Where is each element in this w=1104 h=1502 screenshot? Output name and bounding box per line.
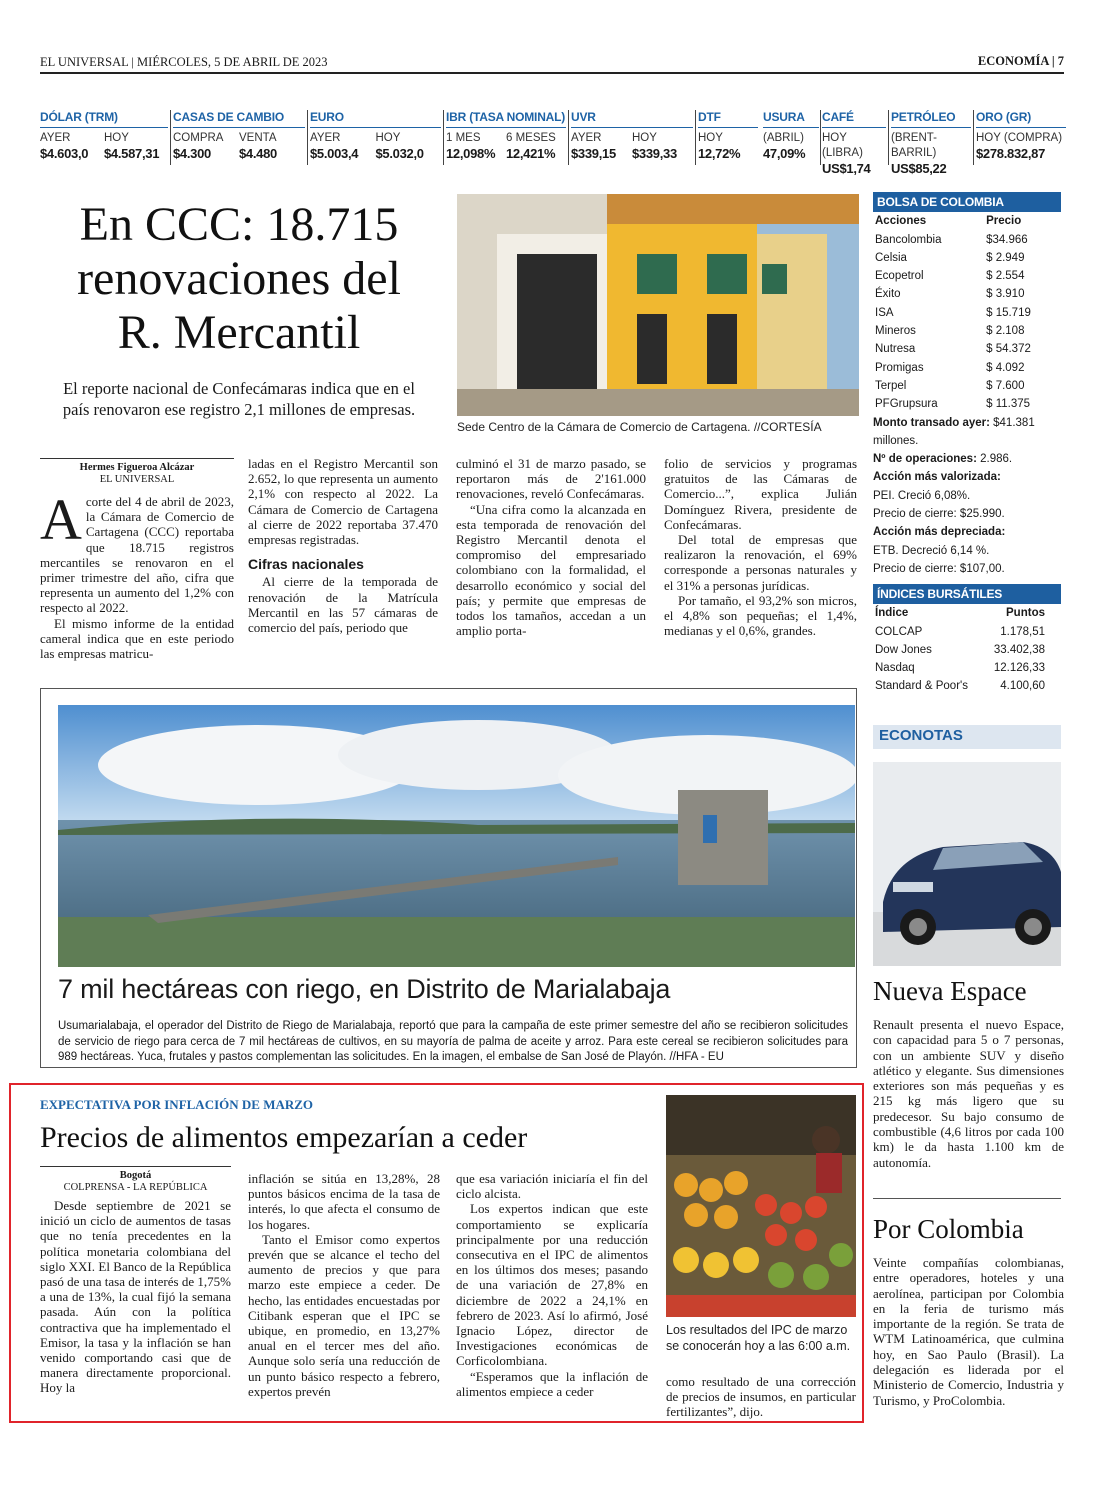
bolsa-title: BOLSA DE COLOMBIA <box>873 192 1061 212</box>
table-row <box>873 249 1061 267</box>
row-value: $ 3.910 <box>986 288 1025 301</box>
indicator-title: DÓLAR (TRM) <box>40 110 168 128</box>
row-name: Dow Jones <box>875 643 932 656</box>
indicator-title: PETRÓLEO <box>891 110 971 128</box>
row-value: 1.178,51 <box>1000 625 1045 638</box>
lead-paragraph: ladas en el Registro Mercantil son 2.652, lo que representa un aumento 2,1% con respecto al 2022. La Cámara de Comercio de Cartagena al cierre de 2022 reportaba 37.470 empresas registradas. <box>248 456 438 548</box>
table-row <box>873 659 1061 677</box>
precios-paragraph: Tanto el Emisor como expertos prevén que se alcance el techo del aumento de precios y que para marzo este empiece a ceder. De hecho, las entidades encuestadas por Citibank esperan que el IPC se ubique, en promedio, en 13,27% anual en el tercer mes del año. Aunque solo sería una reducción de un punto básico respecto a febrero, expertos prevén <box>248 1231 440 1399</box>
indicator-divider <box>307 110 308 165</box>
indicator-value: $4.587,31 <box>104 146 160 161</box>
chamber-photo-caption: Sede Centro de la Cámara de Comercio de Cartagena. //CORTESÍA <box>457 420 822 434</box>
row-value: $34.966 <box>986 233 1028 246</box>
indicator-label: AYER <box>571 132 602 144</box>
valorizada-value: PEI. Creció 6,08%. <box>873 489 971 502</box>
indicator-8 <box>891 110 971 176</box>
lead-paragraph: Al cierre de la temporada de renovación de la Matrícula Mercantil en las 57 cámaras de comercio del país, periodo que <box>248 574 438 636</box>
indicator-value: US$85,22 <box>891 161 947 176</box>
indicator-label: 6 MESES <box>506 132 556 144</box>
row-name: Standard & Poor's <box>875 680 968 693</box>
row-value: 33.402,38 <box>993 643 1045 656</box>
indicator-value: $4.603,0 <box>40 146 89 161</box>
row-name: Terpel <box>875 379 907 392</box>
row-value: $ 2.108 <box>986 325 1025 338</box>
indicator-label: HOY (COMPRA) <box>976 132 1063 144</box>
bolsa-header-stock: Acciones <box>875 215 927 228</box>
indicator-value: 12,421% <box>506 146 556 161</box>
indicator-value: $5.032,0 <box>375 146 424 161</box>
precios-dateline: Bogotá <box>119 1170 152 1181</box>
indicator-divider <box>695 110 696 165</box>
indicator-title: UVR <box>571 110 693 128</box>
lead-column-4 <box>664 456 857 638</box>
espace-title: Nueva Espace <box>873 976 1027 1006</box>
market-photo-caption: Los resultados del IPC de marzo se conocerán hoy a las 6:00 a.m. <box>666 1323 851 1353</box>
bolsa-panel <box>873 192 1061 578</box>
precios-paragraph: que esa variación iniciaría el fin del ciclo alcista. <box>456 1171 648 1202</box>
row-value: $ 54.372 <box>986 343 1031 356</box>
indicator-title: IBR (TASA NOMINAL) <box>446 110 566 128</box>
depreciada-label: Acción más depreciada: <box>873 526 1006 539</box>
precios-paragraph: Desde septiembre de 2021 se inició un ciclo de aumentos de tasas que no tenía precedentes en la política monetaria colombiana del siglo XXI. El Banco de la República pasó de una tasa de interés de 1,75% a una de 13%, la cual fijó la semana pasada. Aún con la política contractiva que ha implementado el Emisor, la tasa y la inflación se han venido comportando casi que de manera directamente proporcional. Hoy la <box>40 1198 231 1396</box>
colombia-title: Por Colombia <box>873 1214 1024 1244</box>
indicator-label: (BRENT-BARRIL) <box>891 132 937 159</box>
precios-agency: COLPRENSA - LA REPÚBLICA <box>63 1182 208 1193</box>
row-name: Bancolombia <box>875 233 942 246</box>
indicator-title: ORO (GR) <box>976 110 1066 128</box>
lead-outlet: EL UNIVERSAL <box>99 474 175 485</box>
ops-label: Nº de operaciones: <box>873 453 977 466</box>
table-row <box>873 395 1061 413</box>
row-value: $ 11.375 <box>986 398 1031 411</box>
lead-subhead: Cifras nacionales <box>248 556 364 573</box>
valorizada-label: Acción más valorizada: <box>873 471 1001 484</box>
table-row <box>873 267 1061 285</box>
precios-paragraph: Los expertos indican que este comportamiento se explicaría principalmente por una reducción consecutiva en el IPC de alimentos en los últimos dos meses; pasando de una variación de 27,8% en diciembre de 2022 a 24,1% en febrero de 2023. Así lo afirmó, José Ignacio López, director de Investigaciones económicas de Corficolombiana. <box>456 1201 648 1369</box>
indicator-title: EURO <box>310 110 441 128</box>
table-row <box>873 377 1061 395</box>
table-row <box>873 285 1061 303</box>
indicator-label: HOY <box>698 132 723 144</box>
precios-column-2 <box>248 1171 440 1399</box>
indicator-divider <box>443 110 444 165</box>
econotas-header: ECONOTAS <box>873 725 1061 749</box>
table-row <box>873 677 1061 695</box>
econotas-divider <box>873 1198 1061 1199</box>
row-value: 12.126,33 <box>993 662 1045 675</box>
precios-column-4 <box>666 1374 856 1420</box>
lead-paragraph: “Una cifra como la alcanzada en esta temporada de renovación del Registro Mercantil denota el compromiso del empresariado colombiano con la formalidad, el desarrollo económico y social del país; y permite que empresas de todos los tamaños, accedan a un amplio porta- <box>456 501 646 639</box>
indicator-9 <box>976 110 1066 161</box>
row-name: Mineros <box>875 325 916 338</box>
indices-panel <box>873 584 1061 696</box>
drop-cap: A <box>40 487 82 552</box>
indicator-4 <box>571 110 693 161</box>
table-row <box>873 304 1061 322</box>
table-row <box>873 231 1061 249</box>
indicator-value: 12,098% <box>446 146 496 161</box>
indicator-5 <box>698 110 758 161</box>
indicator-0 <box>40 110 168 161</box>
indicator-label: HOY <box>104 132 129 144</box>
indicator-title: DTF <box>698 110 758 128</box>
masthead <box>40 54 1064 70</box>
lead-column-2 <box>248 456 438 635</box>
table-row <box>873 340 1061 358</box>
lead-paragraph: culminó el 31 de marzo pasado, se reportaron más de 2'161.000 renovaciones, reveló Confecámaras. <box>456 456 646 502</box>
bolsa-header-price: Precio <box>986 215 1022 228</box>
table-row <box>873 641 1061 659</box>
bolsa-table <box>873 212 1061 413</box>
table-row <box>873 359 1061 377</box>
indicator-label: (ABRIL) <box>763 132 804 144</box>
monto-value: $41.381 millones. <box>873 416 1035 447</box>
indicator-value: $278.832,87 <box>976 146 1045 161</box>
renault-espace-photo <box>873 762 1061 966</box>
depreciada-price: Precio de cierre: $107,00. <box>873 562 1005 575</box>
colombia-text: Veinte compañías colombianas, entre operadores, hoteles y una aerolínea, participan por Colombia en la feria de turismo más importante de la región. Se trata de WTM Latinoamérica, que culmina hoy, en Sao Paulo (Brasil). La delegación es liderada por el Ministerio de Comercio, Industria y Turismo, y ProColombia. <box>873 1255 1064 1408</box>
indicator-label: HOY <box>632 132 657 144</box>
precios-paragraph: “Esperamos que la inflación de alimentos empiece a ceder <box>456 1368 648 1399</box>
table-row <box>873 623 1061 641</box>
indicator-title: CAFÉ <box>822 110 886 128</box>
row-value: $ 7.600 <box>986 379 1025 392</box>
indices-table <box>873 604 1061 695</box>
market-fruit-photo <box>666 1095 856 1317</box>
monto-label: Monto transado ayer: <box>873 416 990 429</box>
row-name: Éxito <box>875 288 901 301</box>
indicator-divider <box>888 110 889 165</box>
lead-author: Hermes Figueroa Alcázar <box>79 462 195 473</box>
indicator-divider <box>170 110 171 165</box>
indicator-value: $4.480 <box>239 146 277 161</box>
indicator-value: $339,33 <box>632 146 677 161</box>
precios-kicker: EXPECTATIVA POR INFLACIÓN DE MARZO <box>40 1097 314 1112</box>
row-value: 4.100,60 <box>1000 680 1045 693</box>
indicator-value: $339,15 <box>571 146 616 161</box>
lead-paragraph: Por tamaño, el 93,2% son micros, el 4,8% son pequeñas; el 1,4%, medianas y el 0,6%, grandes. <box>664 592 857 639</box>
row-name: Ecopetrol <box>875 270 924 283</box>
indices-title: ÍNDICES BURSÁTILES <box>873 584 1061 604</box>
indicator-6 <box>763 110 819 161</box>
indices-header-points: Puntos <box>1006 607 1045 620</box>
lead-deck: El reporte nacional de Confecámaras indica que en el país renovaron ese registro 2,1 millones de empresas. <box>62 379 416 419</box>
valorizada-price: Precio de cierre: $25.990. <box>873 508 1005 521</box>
lead-paragraph: corte del 4 de abril de 2023, la Cámara de Comercio de Cartagena (CCC) reportaba que 18.715 registros mercantiles se renovaron en el primer trimestre del año, cifra que representa un aumento del 1,2% con respecto al 2022. <box>40 494 234 616</box>
masthead-left: EL UNIVERSAL | MIÉRCOLES, 5 DE ABRIL DE 2023 <box>40 55 328 69</box>
precios-paragraph: inflación se sitúa en 13,28%, 28 puntos básicos encima de la tasa de interés, lo que afecta el consumo de los hogares. <box>248 1171 440 1232</box>
row-name: Celsia <box>875 251 907 264</box>
indicator-7 <box>822 110 886 176</box>
row-value: $ 4.092 <box>986 361 1025 374</box>
indicator-label: HOY (LIBRA) <box>822 132 863 159</box>
precios-headline: Precios de alimentos empezarían a ceder <box>40 1121 528 1154</box>
row-name: PFGrupsura <box>875 398 938 411</box>
section-label: ECONOMÍA | 7 <box>977 54 1064 68</box>
indicator-value: $4.300 <box>173 146 211 161</box>
indicator-title: CASAS DE CAMBIO <box>173 110 305 128</box>
lead-column-1 <box>40 458 234 661</box>
row-name: Nutresa <box>875 343 916 356</box>
indices-header-name: Índice <box>875 607 909 620</box>
chamber-building-photo <box>457 194 859 416</box>
indicator-value: 12,72% <box>698 146 741 161</box>
indicator-value: $5.003,4 <box>310 146 359 161</box>
depreciada-value: ETB. Decreció 6,14 %. <box>873 544 990 557</box>
espace-text: Renault presenta el nuevo Espace, con capacidad para 5 o 7 personas, con un ambiente SUV y diseño atlético y elegante. Sus dimensiones exteriores son más pequeñas y es 215 kg más ligero que su predecesor. Su bajo consumo de combustible (4,6 litros por cada 100 km) le da hasta 1.100 km de autonomía. <box>873 1017 1064 1170</box>
indicator-divider <box>568 110 569 165</box>
ops-value: 2.986. <box>980 453 1013 466</box>
masthead-rule <box>40 72 1064 74</box>
row-value: $ 15.719 <box>986 306 1031 319</box>
indicator-1 <box>173 110 305 161</box>
lead-paragraph: Del total de empresas que realizaron la renovación, el 69% corresponde a personas naturales y el 31% a personas jurídicas. <box>664 532 857 593</box>
indicator-label: HOY <box>375 132 401 144</box>
row-name: Nasdaq <box>875 662 915 675</box>
indicator-3 <box>446 110 566 161</box>
indicator-label: VENTA <box>239 132 277 144</box>
indicator-label: 1 MES <box>446 132 481 144</box>
indicator-label: AYER <box>40 132 71 144</box>
riego-caption: Usumarialabaja, el operador del Distrito de Riego de Marialabaja, reportó que para la campaña de este primer semestre del año se recibieron solicitudes de servicio de riego para cerca de 7 mil hectáreas de cultivos, en su mayoría de palma de aceite y arroz. Para este cereal se recibieron solicitudes para 989 hectáreas. Yuca, frutales y pastos complementan las solicitudes. En la imagen, el embalse de San José de Playón. //HFA - EU <box>58 1020 848 1064</box>
reservoir-photo <box>58 705 855 967</box>
precios-paragraph: como resultado de una corrección de precios de insumos, en particular fertilizantes”, dijo. <box>666 1374 856 1420</box>
row-value: $ 2.554 <box>986 270 1025 283</box>
indicator-label: AYER <box>310 132 341 144</box>
lead-headline: En CCC: 18.715 renovaciones del R. Mercantil <box>77 198 401 359</box>
lead-paragraph: El mismo informe de la entidad cameral indica que en este periodo las empresas matricu- <box>40 615 234 662</box>
indicator-title: USURA <box>763 110 819 128</box>
indicator-divider <box>820 110 821 165</box>
row-name: Promigas <box>875 361 924 374</box>
table-row <box>873 322 1061 340</box>
indicator-2 <box>310 110 441 161</box>
indicator-label: COMPRA <box>173 132 224 144</box>
precios-column-3 <box>456 1171 648 1399</box>
row-value: $ 2.949 <box>986 251 1025 264</box>
row-name: COLCAP <box>875 625 923 638</box>
precios-column-1 <box>40 1166 231 1396</box>
indicator-value: US$1,74 <box>822 161 871 176</box>
indicator-divider <box>973 110 974 165</box>
riego-headline: 7 mil hectáreas con riego, en Distrito de Marialabaja <box>58 974 671 1004</box>
row-name: ISA <box>875 306 894 319</box>
lead-paragraph: folio de servicios y programas gratuitos de las Cámaras de Comercio...”, explica Julián Domínguez Rivera, presidente de Confecámaras. <box>664 456 857 532</box>
indicator-value: 47,09% <box>763 146 806 161</box>
lead-column-3 <box>456 456 646 638</box>
